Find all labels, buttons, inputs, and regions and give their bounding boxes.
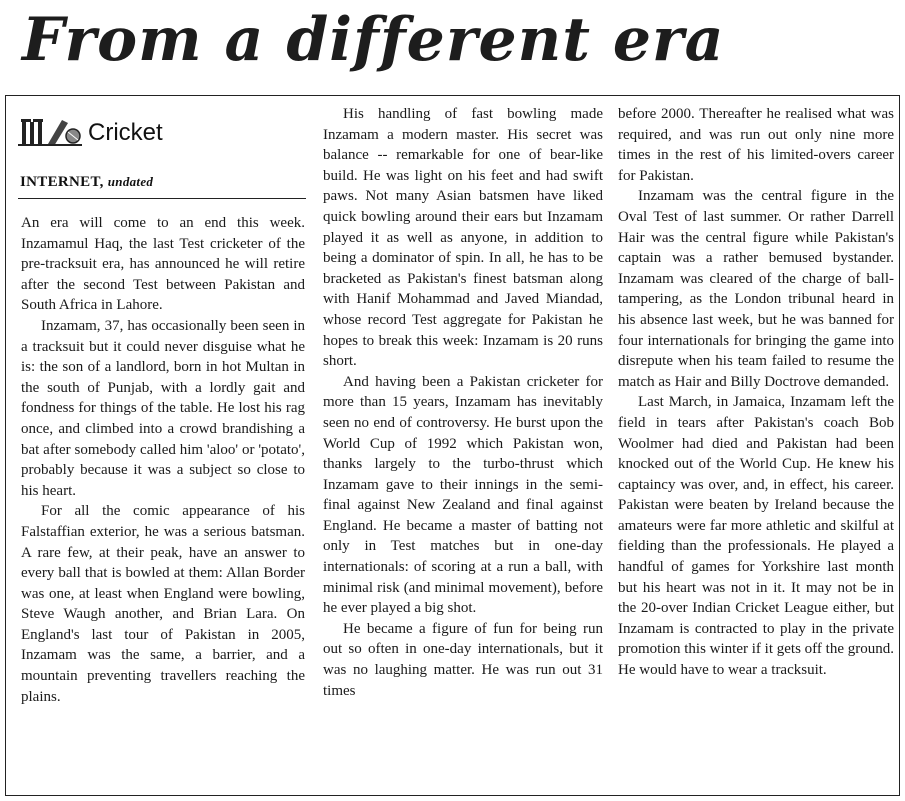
dateline-source: INTERNET,	[20, 174, 104, 190]
section-label: Cricket	[88, 119, 163, 146]
column-3	[618, 104, 894, 681]
paragraph: He became a figure of fun for being run out so often in one-day internationals, but it was no laughing matter. He was run out 31 times	[323, 620, 603, 699]
section-badge	[18, 114, 163, 146]
paragraph: For all the comic appearance of his Falstaffian exterior, he was a serious batsman. A rare few, at their peak, have an answer to every ball that is bowled at them: Allan Border was one, at least when England were bowling, Steve Waugh another, and Brian Lara. On England's last tour of Pakistan in 2005, Inzamam was the same, a barrier, and a mountain preventing travellers reaching the plains.	[21, 503, 305, 705]
paragraph: And having been a Pakistan cricketer for more than 15 years, Inzamam has inevitably seen no end of controversy. He burst upon the World Cup of 1992 which Pakistan won, thanks largely to the turbo-thrust which Inzamam gave to their innings in the semi-final against New Zealand and final against England. He became a master of batting not only in Test matches but in one-day internationals: of scoring at a run a ball, with minimal risk (and minimal movement), before he ever played a big shot.	[323, 373, 603, 617]
paragraph: Inzamam was the central figure in the Oval Test of last summer. Or rather Darrell Hair was the central figure while Pakistan's captain was a rather bemused bystander. Inzamam was cleared of the charge of ball-tampering, as the London tribunal heard in his absence last week, but he was banned for four internationals for bringing the game into disrepute when his team failed to resume the match as Hair and Billy Doctrove demanded.	[618, 188, 894, 390]
paragraph: Last March, in Jamaica, Inzamam left the field in tears after Pakistan's coach Bob Woolmer had died and Pakistan had been knocked out of the World Cup. He knew his captaincy was over, and, in effect, his career. Pakistan were beaten by Ireland because the amateurs were far more athletic and skilful at fielding than the professionals. He played a handful of games for Yorkshire last month but his heart was not in it. It may not be in the 20-over Indian Cricket League either, but Inzamam is contracted to play in the private promotion this winter if it gets off the ground. He would have to wear a tracksuit.	[618, 394, 894, 679]
column-1	[21, 213, 305, 707]
dateline-date: undated	[107, 174, 154, 189]
column-2	[323, 104, 603, 701]
headline: From a different era	[22, 5, 725, 75]
paragraph: An era will come to an end this week. Inzamamul Haq, the last Test cricketer of the pre-tracksuit era, has announced he will retire after the second Test between Pakistan and South Africa in Lahore.	[21, 215, 305, 314]
paragraph: before 2000. Thereafter he realised what was required, and was run out only nine more times in the rest of his limited-overs career for Pakistan.	[618, 106, 894, 184]
article-box	[5, 95, 900, 796]
paragraph: Inzamam, 37, has occasionally been seen in a tracksuit but it could never disguise what he is: the son of a landlord, born in hot Multan in the south of Punjab, with a lordly gait and fondness for things of the table. He lost his rag once, and climbed into a crowd brandishing a bat after somebody called him 'aloo' or 'potato', probably because it was a subject so close to his heart.	[21, 317, 305, 499]
cricket-icon	[18, 114, 82, 146]
dateline	[20, 174, 153, 191]
paragraph: His handling of fast bowling made Inzamam a modern master. His secret was balance -- remarkable for one of bear-like build. He was light on his feet and had swift paws. Not many Asian batsmen have liked quick bowling around their ears but Inzamam played it as well as anyone, in addition to being a dominator of spin. In all, he has to be bracketed as Pakistan's finest batsman along with Hanif Mohammad and Javed Miandad, whose record Test aggregate for Pakistan he hopes to break this week: Inzamam is 20 runs short.	[323, 106, 603, 370]
dateline-rule	[18, 198, 306, 199]
